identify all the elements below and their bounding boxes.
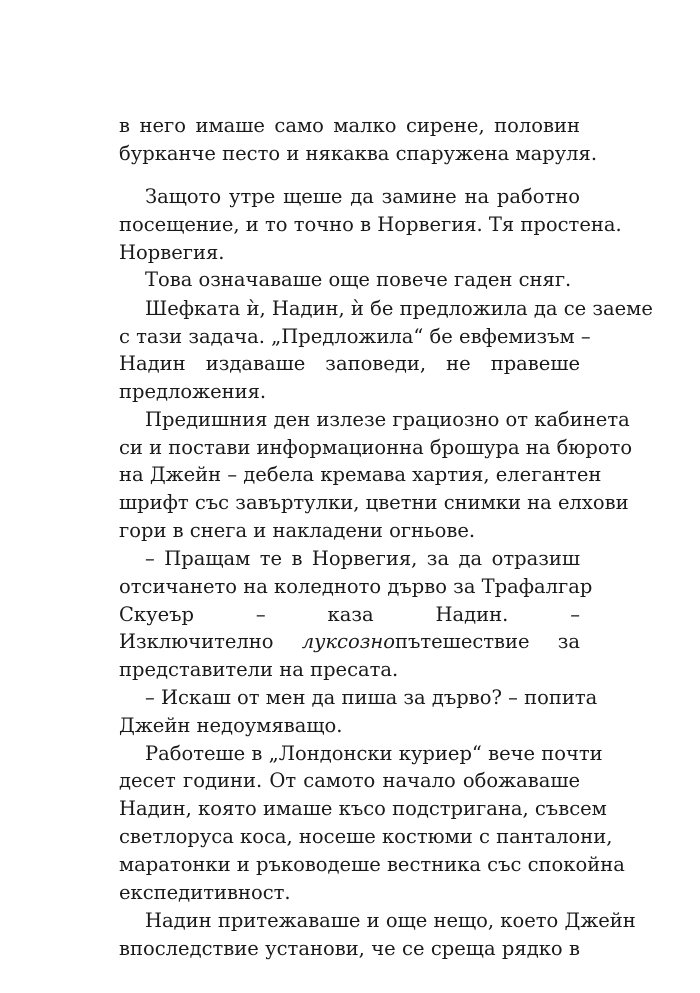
- text-line: с тази задача. „Предложила“ бе евфемизъм –: [119, 325, 591, 348]
- text-line: гори в снега и накладени огньове.: [119, 519, 476, 542]
- text-line: Шефката ѝ, Надин, ѝ бе предложила да се заеме: [145, 297, 653, 320]
- text-line: отсичането на коледното дърво за Трафалгар: [119, 575, 593, 598]
- text-line: – Искаш от мен да пиша за дърво? – попита: [145, 686, 598, 709]
- text-line: посещение, и то точно в Норвегия. Тя простена.: [119, 213, 622, 236]
- text-line: Защото утре щеше да замине на работно: [145, 185, 580, 208]
- text-line: представители на пресата.: [119, 658, 399, 681]
- text-line: си и постави информационна брошура на бюрото: [119, 436, 633, 459]
- text-line: шрифт със завъртулки, цветни снимки на елхови: [119, 491, 629, 514]
- text-line: впоследствие установи, че се среща рядко в: [119, 937, 580, 960]
- text-line: Норвегия.: [119, 241, 225, 264]
- text-line: десет години. От самото начало обожаваше: [119, 769, 580, 792]
- text-line: Предишния ден излезе грациозно от кабинета: [145, 408, 630, 431]
- text-line: в него имаше само малко сирене, половин: [119, 114, 580, 137]
- text-line: светлоруса коса, носеше костюми с панталони,: [119, 825, 613, 848]
- text-line: – Пращам те в Норвегия, за да отразиш: [145, 547, 580, 570]
- text-line: Изключително луксознопътешествие за: [119, 630, 580, 653]
- text-line: бурканче песто и някаква спаружена маруля.: [119, 142, 598, 165]
- text-line: Надин, която имаше късо подстригана, съвсем: [119, 797, 607, 820]
- text-line: на Джейн – дебела кремава хартия, елегантен: [119, 463, 602, 486]
- text-line: Работеше в „Лондонски куриер“ вече почти: [145, 742, 603, 765]
- text-line: Джейн недоумяващо.: [119, 714, 343, 737]
- text-line: Надин притежаваше и още нещо, което Джейн: [145, 909, 636, 932]
- text-line: Това означаваше още повече гаден сняг.: [145, 268, 572, 291]
- text-line: Надин издаваше заповеди, не правеше: [119, 352, 580, 375]
- text-line: експедитивност.: [119, 881, 291, 904]
- text-line: маратонки и ръководеше вестника със спокойна: [119, 853, 625, 876]
- italic-word: луксозно: [301, 630, 395, 653]
- text-line: предложения.: [119, 380, 267, 403]
- text-line: Скуеър – каза Надин. –: [119, 603, 580, 626]
